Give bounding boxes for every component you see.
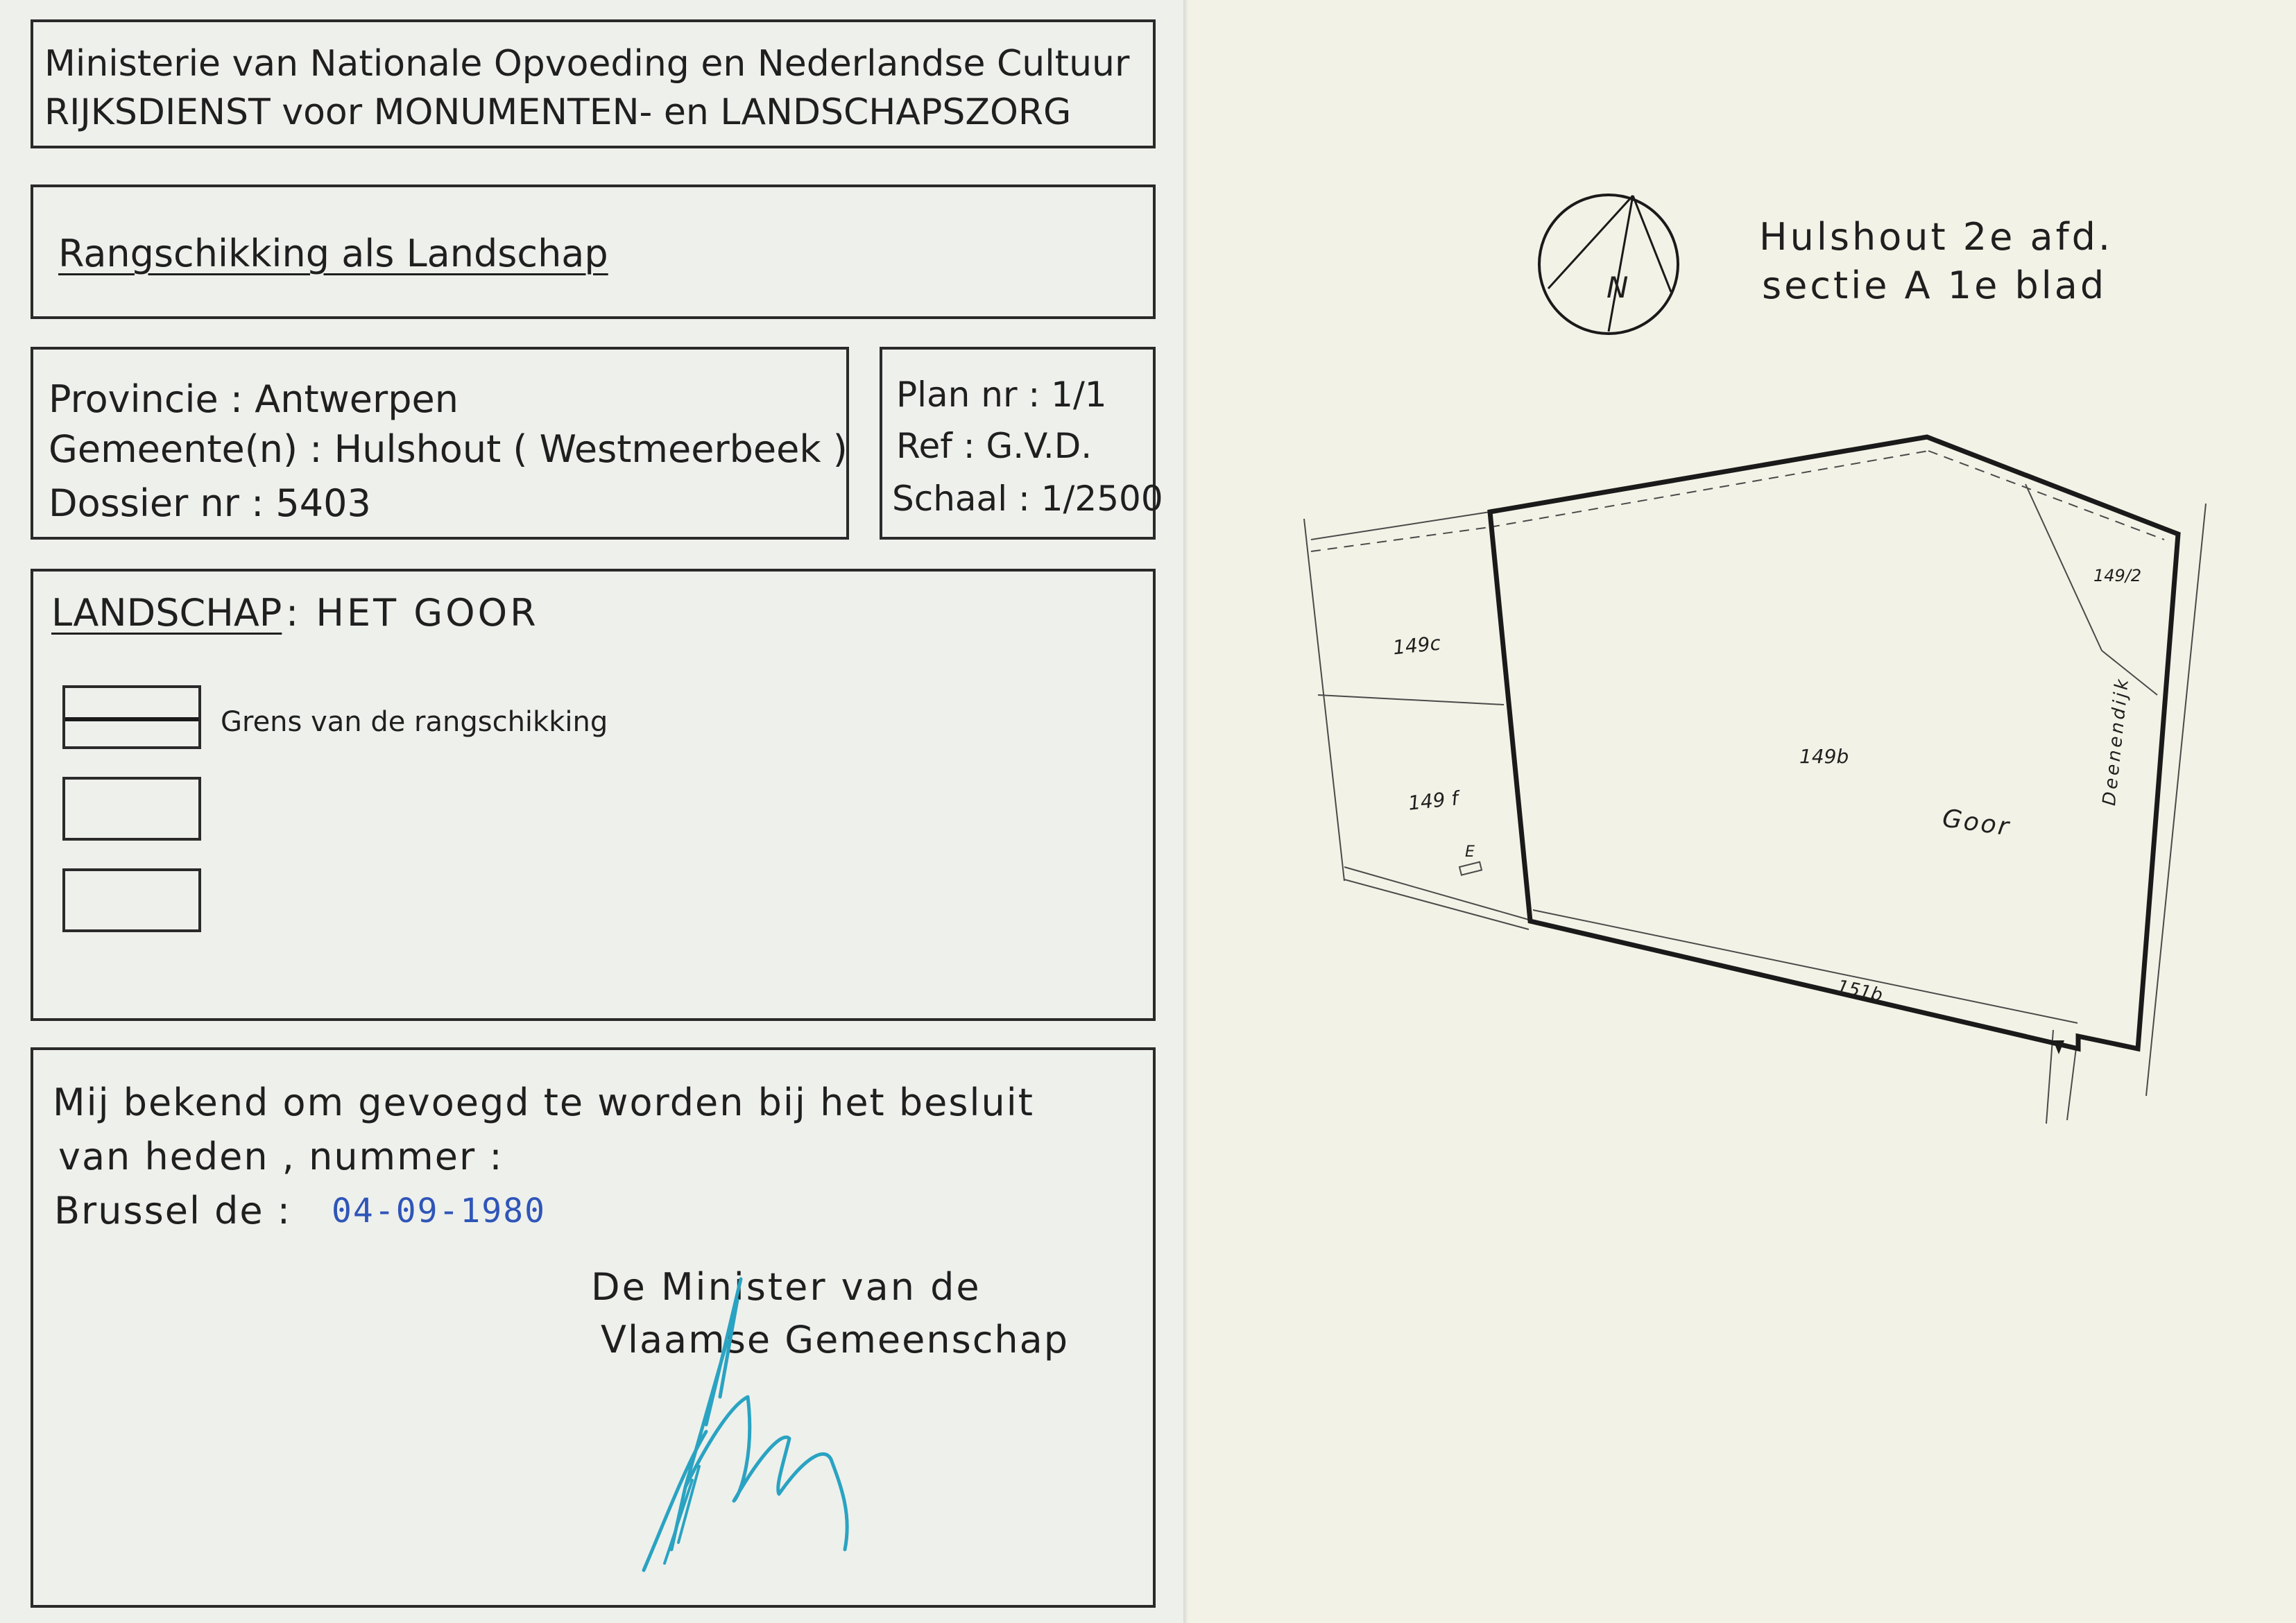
plan-scale: Schaal : 1/2500 bbox=[892, 479, 1163, 519]
area-name-goor: Goor bbox=[1940, 804, 2013, 842]
parcel-149c: 149c bbox=[1391, 631, 1442, 660]
parcel-149f: 149 f bbox=[1407, 787, 1459, 815]
minister-title-line-2: Vlaamse Gemeenschap bbox=[601, 1318, 1070, 1362]
gemeente-field: Gemeente(n) : Hulshout ( Westmeerbeek ) bbox=[49, 427, 848, 471]
parcel-149-2: 149/2 bbox=[2093, 566, 2142, 585]
decision-line-1: Mij bekend om gevoegd te worden bij het besluit bbox=[53, 1081, 1034, 1124]
landschap-label: LANDSCHAP bbox=[51, 591, 282, 635]
decision-line-2: van heden , nummer : bbox=[58, 1135, 504, 1178]
ministry-name: Ministerie van Nationale Opvoeding en Nederlandse Cultuur bbox=[44, 43, 1130, 85]
parcel-151b: 151b bbox=[1835, 976, 1885, 1006]
service-name: RIJKSDIENST voor MONUMENTEN- en LANDSCHAPSZORG bbox=[44, 92, 1072, 133]
legend-label-boundary: Grens van de rangschikking bbox=[221, 706, 608, 738]
minister-title-line-1: De Minister van de bbox=[591, 1265, 982, 1309]
north-label: N bbox=[1607, 270, 1629, 304]
plan-number: Plan nr : 1/1 bbox=[896, 375, 1107, 415]
decision-place: Brussel de : bbox=[54, 1189, 291, 1233]
parcel-149b: 149b bbox=[1799, 745, 1849, 768]
provincie-field: Provincie : Antwerpen bbox=[49, 377, 459, 421]
classification-title: Rangschikking als Landschap bbox=[58, 232, 608, 275]
street-name: Deenendijk bbox=[2099, 676, 2134, 807]
dossier-field: Dossier nr : 5403 bbox=[49, 481, 371, 525]
cadastral-section-line-1: Hulshout 2e afd. bbox=[1759, 215, 2114, 259]
cadastral-section-line-2: sectie A 1e blad bbox=[1762, 264, 2107, 307]
small-structure-label: E bbox=[1465, 843, 1475, 861]
decision-date-stamp: 04-09-1980 bbox=[332, 1192, 546, 1230]
plan-ref: Ref : G.V.D. bbox=[896, 426, 1093, 466]
landschap-name: : HET GOOR bbox=[286, 591, 539, 635]
